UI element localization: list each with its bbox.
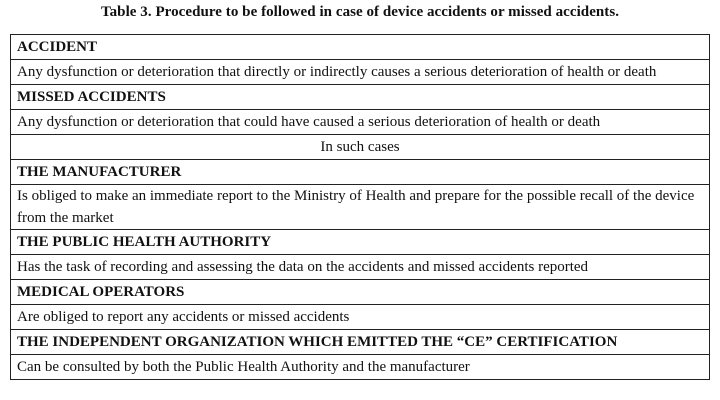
row-text-accident-definition: Any dysfunction or deterioration that directly or indirectly causes a serious deterioration of health or death: [11, 60, 710, 85]
table-row: [11, 230, 710, 255]
procedure-table: [10, 34, 710, 380]
row-text-manufacturer-duty: Is obliged to make an immediate report to the Ministry of Health and prepare for the possible recall of the device from the market: [11, 185, 710, 230]
row-text-missed-accidents-definition: Any dysfunction or deterioration that could have caused a serious deterioration of health or death: [11, 110, 710, 135]
table-row: [11, 305, 710, 330]
row-heading-manufacturer: THE MANUFACTURER: [11, 160, 710, 185]
table-row: [11, 135, 710, 160]
table-row: [11, 35, 710, 60]
row-in-such-cases: In such cases: [11, 135, 710, 160]
row-text-ce-organization-role: Can be consulted by both the Public Health Authority and the manufacturer: [11, 355, 710, 380]
row-text-public-health-authority-task: Has the task of recording and assessing the data on the accidents and missed accidents reported: [11, 255, 710, 280]
row-heading-ce-organization: THE INDEPENDENT ORGANIZATION WHICH EMITTED THE “CE” CERTIFICATION: [11, 330, 710, 355]
table-row: [11, 185, 710, 230]
row-heading-missed-accidents: MISSED ACCIDENTS: [11, 85, 710, 110]
table-row: [11, 255, 710, 280]
table-caption: Table 3. Procedure to be followed in case of device accidents or missed accidents.: [100, 4, 620, 20]
row-text-medical-operators-duty: Are obliged to report any accidents or missed accidents: [11, 305, 710, 330]
table-row: [11, 160, 710, 185]
table-row: [11, 330, 710, 355]
row-heading-medical-operators: MEDICAL OPERATORS: [11, 280, 710, 305]
row-heading-accident: ACCIDENT: [11, 35, 710, 60]
table-row: [11, 60, 710, 85]
table-row: [11, 280, 710, 305]
table-row: [11, 355, 710, 380]
table-row: [11, 110, 710, 135]
table-row: [11, 85, 710, 110]
row-heading-public-health-authority: THE PUBLIC HEALTH AUTHORITY: [11, 230, 710, 255]
